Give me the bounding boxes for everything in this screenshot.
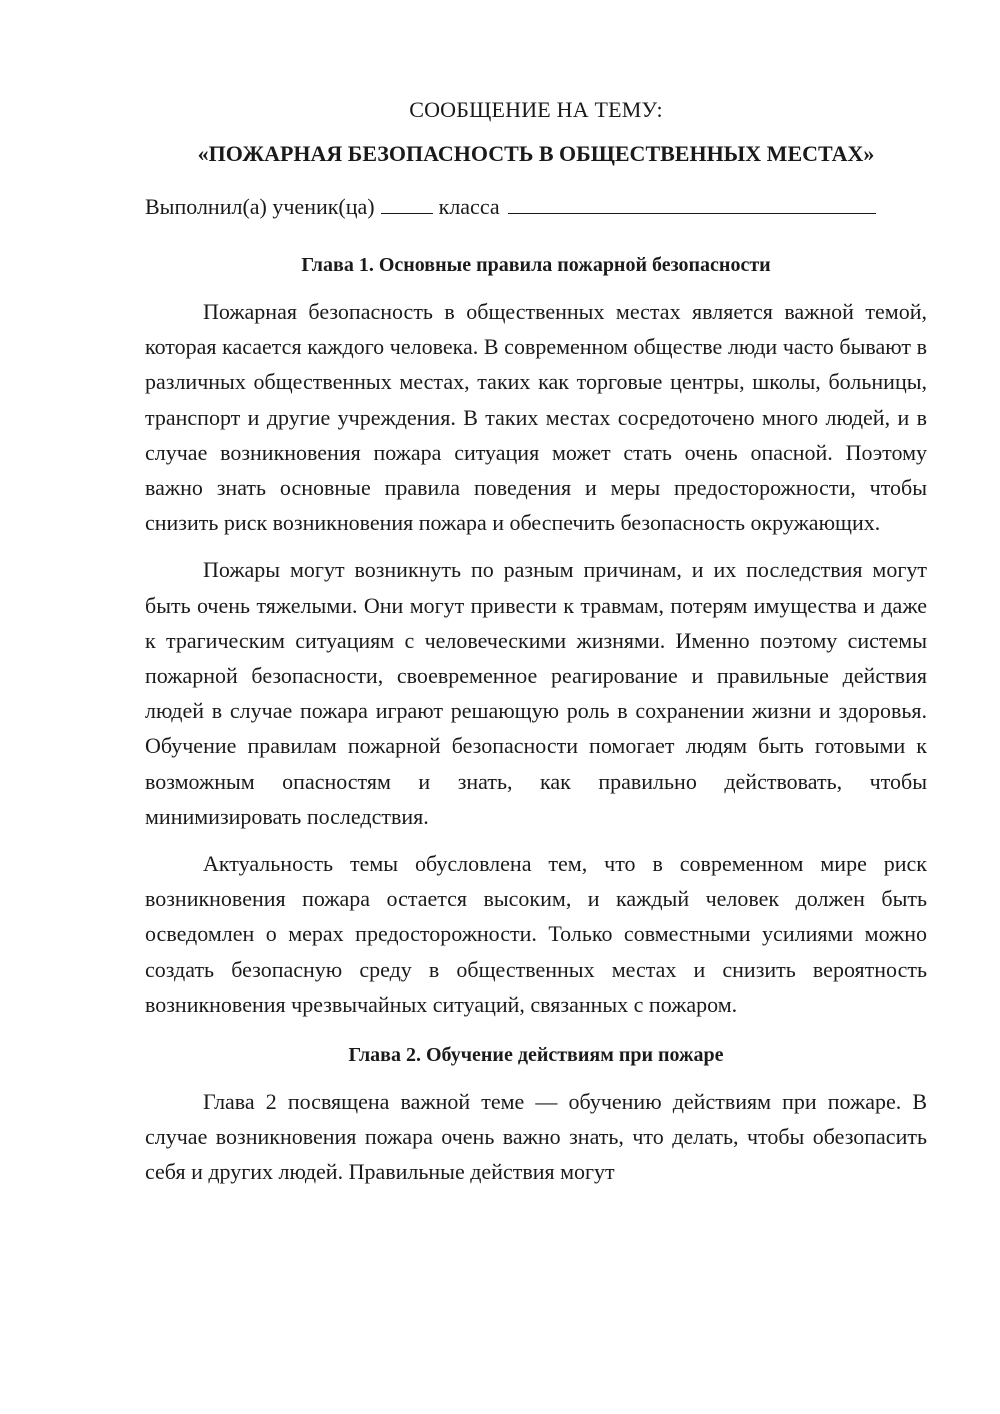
chapter2-heading: Глава 2. Обучение действиям при пожаре	[348, 1044, 724, 1067]
class-blank	[381, 191, 433, 214]
author-line	[145, 191, 927, 222]
document-title-line2: «ПОЖАРНАЯ БЕЗОПАСНОСТЬ В ОБЩЕСТВЕННЫХ МЕСТАХ»	[197, 141, 875, 166]
chapter1-heading: Глава 1. Основные правила пожарной безопасности	[301, 254, 771, 276]
chapter1-paragraph-2: Пожары могут возникнуть по разным причинам, и их последствия могут быть очень тяжелыми. Они могут привести к травмам, потерям имущества и даже к трагическим ситуациям с человеческими жизнями. Именно поэтому системы пожарной безопасности, своевременное реагирование и правильные действия людей в случае пожара играют решающую роль в сохранении жизни и здоровья. Обучение правилам пожарной безопасности помогает людям быть готовыми к возможным опасностям и знать, как правильно действовать, чтобы минимизировать последствия.	[145, 557, 927, 829]
name-blank	[508, 191, 876, 214]
chapter1-paragraph-3: Актуальность темы обусловлена тем, что в современном мире риск возникновения пожара остается высоким, и каждый человек должен быть осведомлен о мерах предосторожности. Только совместными усилиями можно создать безопасную среду в общественных местах и снизить вероятность возникновения чрезвычайных ситуаций, связанных с пожаром.	[145, 851, 927, 1017]
chapter2-paragraph-1: Глава 2 посвящена важной теме — обучению действиям при пожаре. В случае возникновения пожара очень важно знать, что делать, чтобы обезопасить себя и других людей. Правильные действия могут	[145, 1089, 927, 1185]
author-prefix: Выполнил(а) ученик(ца)	[145, 194, 375, 219]
author-middle: класса	[438, 194, 500, 219]
document-title-line1: СООБЩЕНИЕ НА ТЕМУ:	[409, 97, 663, 122]
chapter1-paragraph-1: Пожарная безопасность в общественных местах является важной темой, которая касается каждого человека. В современном обществе люди часто бывают в различных общественных местах, таких как торговые центры, школы, больницы, транспорт и другие учреждения. В таких местах сосредоточено много людей, и в случае возникновения пожара ситуация может стать очень опасной. Поэтому важно знать основные правила поведения и меры предосторожности, чтобы снизить риск возникновения пожара и обеспечить безопасность окружающих.	[145, 299, 927, 536]
